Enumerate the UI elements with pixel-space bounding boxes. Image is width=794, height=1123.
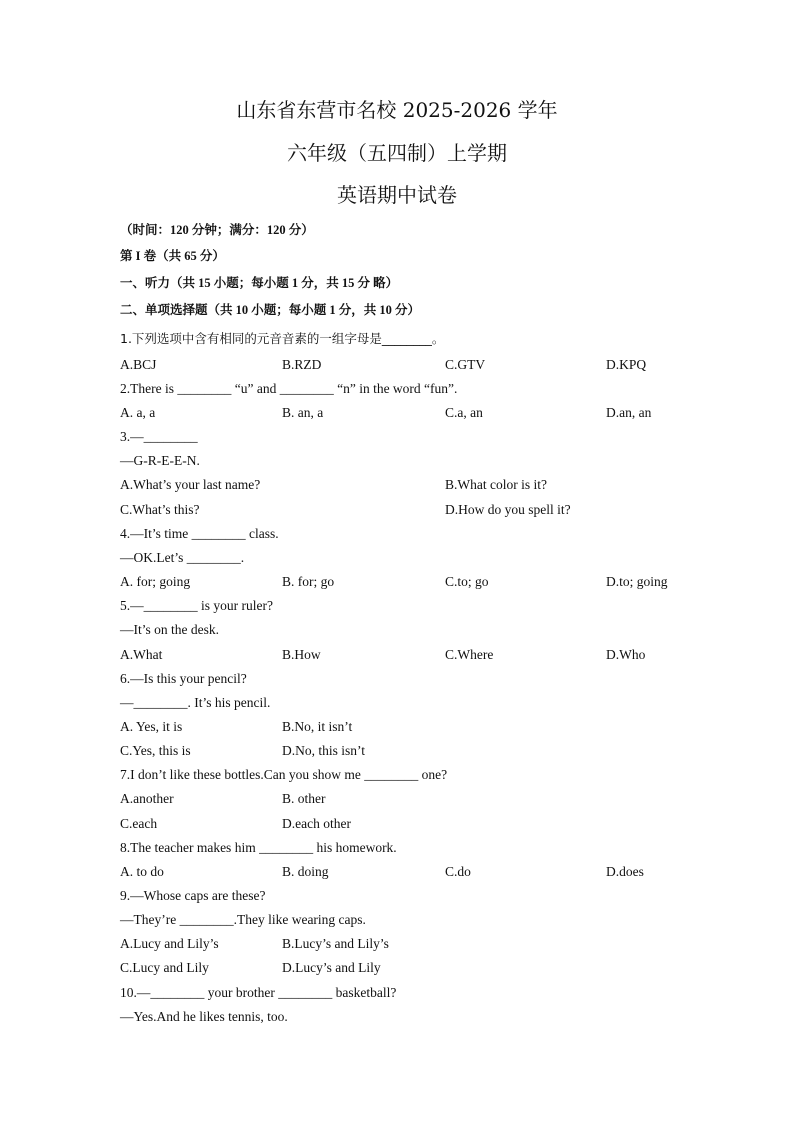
question-8-option-a: A. to do — [120, 864, 164, 879]
question-5-option-d: D.Who — [606, 647, 646, 662]
question-3-stem-line2: —G-R-E-E-N. — [120, 453, 200, 468]
question-9-option-d: D.Lucy’s and Lily — [282, 960, 381, 975]
question-5-stem: 5.—________ is your ruler? — [120, 598, 273, 613]
question-7-option-b: B. other — [282, 791, 326, 806]
question-10-stem-line2: —Yes.And he likes tennis, too. — [120, 1009, 288, 1024]
question-7-option-a: A.another — [120, 791, 174, 806]
question-2-option-c: C.a, an — [445, 405, 483, 420]
question-3-option-c: C.What’s this? — [120, 502, 200, 517]
question-4-option-b: B. for; go — [282, 574, 335, 589]
question-9-option-a: A.Lucy and Lily’s — [120, 936, 219, 951]
question-2-option-a: A. a, a — [120, 405, 156, 420]
question-7-stem: 7.I don’t like these bottles.Can you show me ________ one? — [120, 767, 448, 782]
question-8-option-c: C.do — [445, 864, 471, 879]
question-5-option-c: C.Where — [445, 647, 494, 662]
exam-time-score: （时间：120 分钟；满分：120 分） — [120, 223, 314, 237]
question-4-option-d: D.to; going — [606, 574, 668, 589]
exam-title-grade: 六年级（五四制）上学期 — [287, 141, 507, 165]
question-5-option-a: A.What — [120, 647, 163, 662]
question-6-stem-line2: —________. It’s his pencil. — [120, 695, 271, 710]
question-4-option-a: A. for; going — [120, 574, 191, 589]
question-4-option-c: C.to; go — [445, 574, 489, 589]
question-6-option-c: C.Yes, this is — [120, 743, 191, 758]
question-8-option-d: D.does — [606, 864, 644, 879]
question-1-option-a: A.BCJ — [120, 357, 157, 372]
question-9-stem: 9.—Whose caps are these? — [120, 888, 266, 903]
question-10-stem: 10.—________ your brother ________ basketball? — [120, 985, 397, 1000]
question-1-option-b: B.RZD — [282, 357, 322, 372]
question-3-option-d: D.How do you spell it? — [445, 502, 571, 517]
question-1-stem: 1.下列选项中含有相同的元音音素的一组字母是________。 — [120, 331, 445, 346]
question-6-option-b: B.No, it isn’t — [282, 719, 353, 734]
question-1-option-d: D.KPQ — [606, 357, 647, 372]
question-1-option-c: C.GTV — [445, 357, 486, 372]
question-5-option-b: B.How — [282, 647, 321, 662]
question-9-stem-line2: —They’re ________.They like wearing caps. — [120, 912, 366, 927]
question-3-stem: 3.—________ — [120, 429, 198, 444]
question-9-option-c: C.Lucy and Lily — [120, 960, 209, 975]
question-2-stem: 2.There is ________ “u” and ________ “n” in the word “fun”. — [120, 381, 458, 396]
question-7-option-d: D.each other — [282, 816, 351, 831]
part-one-heading: 第 I 卷（共 65 分） — [120, 249, 225, 263]
question-5-stem-line2: —It’s on the desk. — [120, 622, 219, 637]
question-6-option-d: D.No, this isn’t — [282, 743, 366, 758]
question-7-option-c: C.each — [120, 816, 158, 831]
exam-title-school: 山东省东营市名校 2025-2026 学年 — [236, 98, 558, 122]
question-6-option-a: A. Yes, it is — [120, 719, 183, 734]
question-4-stem-line2: —OK.Let’s ________. — [120, 550, 245, 565]
question-4-stem: 4.—It’s time ________ class. — [120, 526, 279, 541]
question-3-option-b: B.What color is it? — [445, 477, 547, 492]
question-8-stem: 8.The teacher makes him ________ his homework. — [120, 840, 397, 855]
question-8-option-b: B. doing — [282, 864, 329, 879]
section-choice-heading: 二、单项选择题（共 10 小题；每小题 1 分，共 10 分） — [120, 303, 421, 317]
section-listening-heading: 一、听力（共 15 小题；每小题 1 分，共 15 分 略） — [120, 276, 399, 290]
question-6-stem: 6.—Is this your pencil? — [120, 671, 247, 686]
question-2-option-d: D.an, an — [606, 405, 652, 420]
question-3-option-a: A.What’s your last name? — [120, 477, 261, 492]
question-2-option-b: B. an, a — [282, 405, 324, 420]
exam-title-subject: 英语期中试卷 — [337, 183, 457, 207]
question-9-option-b: B.Lucy’s and Lily’s — [282, 936, 389, 951]
